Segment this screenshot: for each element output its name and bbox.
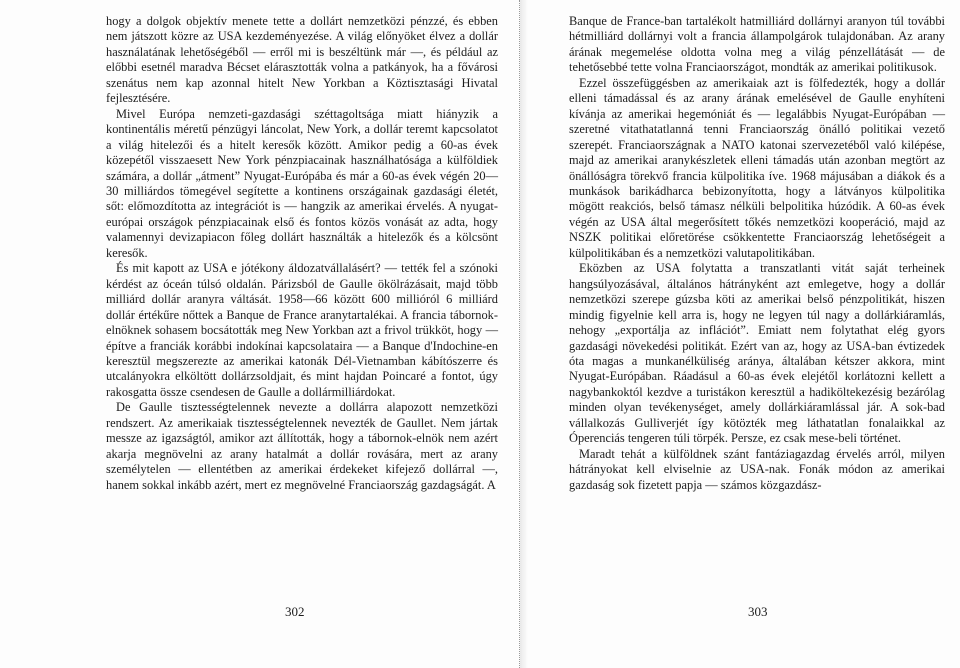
right-page [569, 14, 945, 493]
right-paragraph-2: Ezzel összefüggésben az amerikaiak azt is fölfedezték, hogy a dollár elleni támadással és az arany árának emelésével de Gaulle enyhíteni kívánja az amerikai hegemóniát és — legalábbis Nyugat-Európában — szeretné vitathatatlanná tenni Franciaország önálló politikai vezető szerepét. Franciaországnak a NATO katonai szervezetéből való kilépése, majd az amerikai aranykészletek elleni támadás után azonban megtört az önállóságra törekvő francia külpolitika íve. 1968 májusában a diákok és a munkások barikádharca bebizonyította, hogy a látványos külpolitika mögött reakciós, belső támasz nélküli belpolitika húzódik. A 60-as évek végén az USA által megerősített tőkés nemzetközi kooperáció, majd az NSZK politikai előretörése csökkentette Franciaország lehetőségeit a külpolitikában és a nemzetközi valutapolitikában. [569, 75, 945, 260]
left-paragraph-4: De Gaulle tisztességtelennek nevezte a dollárra alapozott nemzetközi rendszert. Az amerikaiak tisztességtelennek nevezték de Gaullet. Nem jártak messze az igazságtól, amikor azt állították, hogy a tábornok-elnök nem azért akarja megnövelni az arany hatalmát a dollár rovására, mert az arany személytelen — ellentétben az amerikai érdekeket kifejező dollárral —, hanem sokkal inkább azért, mert ez megnövelné Franciaország gazdagságát. A [106, 400, 498, 492]
left-page [106, 14, 498, 493]
right-paragraph-1: Banque de France-ban tartalékolt hatmilliárd dollárnyi aranyon túl további hétmilliárd dollárnyi volt a francia állampolgárok tulajdonában. Az arany árának megemelése oldotta volna meg a világ pénzellátását — de tehetősebbé tette volna Franciaországot, mondták az amerikai politikusok. [569, 14, 945, 75]
left-paragraph-1: hogy a dolgok objektív menete tette a dollárt nemzetközi pénzzé, és ebben nem játszott közre az USA kezdeményezése. A világ előnyöket élvez a dollár használatának lehetőségéből — erről mi is beszéltünk már —, és például az előbbi esetnél maradva Bécset elárasztották volna a patkányok, ha a fővárosi szenátus nem kap azonnal hitelt New Yorkban a Köztisztasági Hivatal fejlesztésére. [106, 14, 498, 106]
right-paragraph-4: Maradt tehát a külföldnek szánt fantáziagazdag érvelés arról, milyen hátrányokat kell elviselnie az USA-nak. Fonák módon az amerikai gazdaság sok fizetett papja — számos közgazdász- [569, 446, 945, 492]
left-paragraph-3: És mit kapott az USA e jótékony áldozatvállalásért? — tették fel a szónoki kérdést az óceán túlsó oldalán. Párizsból de Gaulle ökölrázásait, majd több milliárd dollár aranyra váltását. 1958—66 között 600 millióról 6 milliárd dollár értékűre nőttek a Banque de France aranytartalékai. A francia tábornok-elnöknek sohasem bocsátották meg New Yorkban azt a frivol trükköt, hogy — építve a franciák korábbi indokínai kapcsolataira — a Banque d'Indochine-en keresztül megszerezte az amerikai katonák Dél-Vietnamban kábítószerre és utcalányokra elköltött dollárzsoldjait, és mint hajdan Poincaré a fontot, úgy rakosgatta össze csendesen de Gaulle a dollármilliárdokat. [106, 261, 498, 399]
book-gutter [519, 0, 528, 668]
left-paragraph-2: Mivel Európa nemzeti-gazdasági széttagoltsága miatt hiányzik a kontinentális méretű pénzügyi láncolat, New York, a dollár teremt kapcsolatot a világ hitelezői és a hitelt keresők között. Amikor pedig a 60-as évek közepétől visszaesett New York pénzpiacainak használhatósága a külföldiek számára, a dollár „átment” Nyugat-Európába és már a 60-as évek végén 20—30 milliárdos tömegével segítette a kontinens országainak gazdasági életét, sőt: előmozdította az integrációt is — hangzik az amerikai érvelés. A nyugat-európai országok pénzpiacainak első és fontos közös vonását az adta, hogy valamennyi devizapiacon főleg dollárt használták a hitelezők és a kölcsönt keresők. [106, 106, 498, 260]
left-page-number: 302 [285, 604, 305, 619]
right-paragraph-3: Eközben az USA folytatta a transzatlanti vitát saját terheinek hangsúlyozásával, általános hátrányként azt emlegetve, hogy a dollár nemzetközi szerepe gúzsba köti az amerikai belső pénzpolitikát, hiszen mindig figyelnie kell arra is, hogy ne legyen túl nagy a dollárkiáramlás, nehogy „exportálja az inflációt”. Emiatt nem folytathat elég gyors gazdasági növekedési politikát. Ezért van az, hogy az USA-ban évtizedek óta magas a munkanélküliség aránya, általában kétszer akkora, mint Nyugat-Európában. Ráadásul a 60-as évek elejétől korlátozni kellett a nagybankoktól kezdve a turistákon keresztül a hadiköltekezésig bezárólag minden olyan tevékenységet, amely dollárkiáramlással jár. A sok-bad vállalkozás Gulliverjét így kötözték meg láthatatlan fonalaikkal az Óperenciás tengeren túli törpék. Persze, ez csak mese-beli történet. [569, 261, 945, 446]
right-page-number: 303 [748, 604, 768, 619]
